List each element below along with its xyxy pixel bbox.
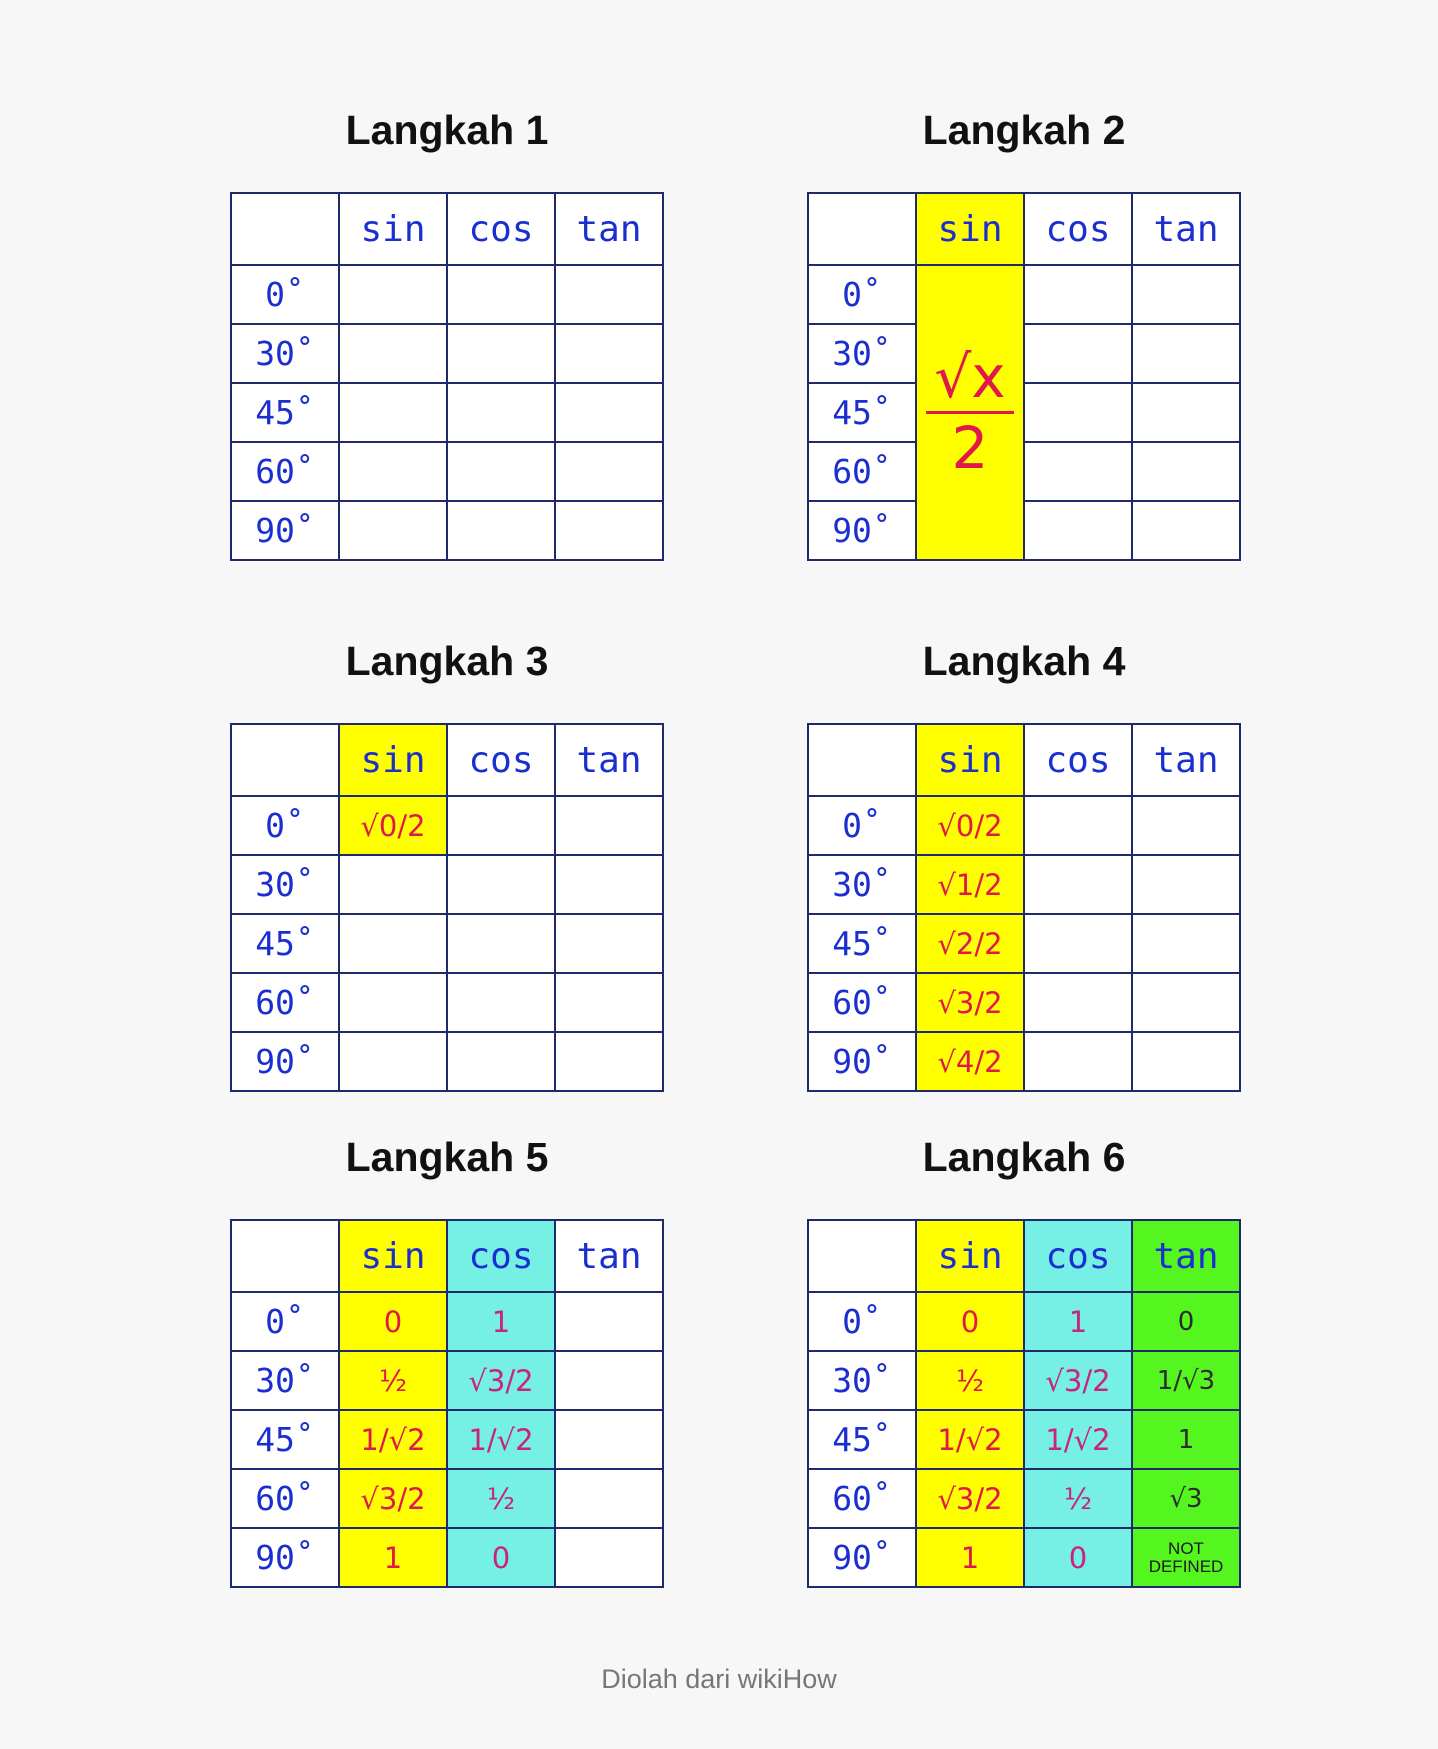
cos-value: √3/2 (1024, 1351, 1132, 1410)
sin-value: ½ (916, 1351, 1024, 1410)
corner-cell (231, 1220, 339, 1292)
angle-30: 30˚ (808, 1351, 916, 1410)
angle-0: 0˚ (808, 1292, 916, 1351)
header-sin: sin (916, 1220, 1024, 1292)
header-cos: cos (1024, 193, 1132, 265)
sin-formula-numerator: √x (926, 343, 1013, 414)
header-tan: tan (555, 724, 663, 796)
step-4-title: Langkah 4 (922, 638, 1126, 684)
tan-value: 0 (1132, 1292, 1240, 1351)
angle-60: 60˚ (231, 973, 339, 1032)
angle-30: 30˚ (231, 855, 339, 914)
corner-cell (231, 193, 339, 265)
step-3-title: Langkah 3 (345, 638, 549, 684)
angle-0: 0˚ (231, 796, 339, 855)
step-4-table (807, 723, 1241, 1092)
sin-value: ½ (339, 1351, 447, 1410)
angle-0: 0˚ (231, 265, 339, 324)
tan-value: 1 (1132, 1410, 1240, 1469)
angle-90: 90˚ (231, 1528, 339, 1587)
step-1-panel (230, 107, 664, 561)
corner-cell (808, 724, 916, 796)
corner-cell (808, 193, 916, 265)
sin-value: √4/2 (916, 1032, 1024, 1091)
source-credit: Diolah dari wikiHow (601, 1664, 837, 1694)
step-6-table (807, 1219, 1241, 1588)
tan-value: √3 (1132, 1469, 1240, 1528)
angle-60: 60˚ (808, 1469, 916, 1528)
step-3-table (230, 723, 664, 1092)
header-tan: tan (1132, 724, 1240, 796)
header-cos: cos (1024, 1220, 1132, 1292)
angle-45: 45˚ (231, 914, 339, 973)
tan-value: 1/√3 (1132, 1351, 1240, 1410)
angle-60: 60˚ (231, 442, 339, 501)
sin-value: 1 (916, 1528, 1024, 1587)
step-5-title: Langkah 5 (345, 1134, 549, 1180)
cos-value: 0 (1024, 1528, 1132, 1587)
header-tan: tan (1132, 1220, 1240, 1292)
angle-30: 30˚ (808, 855, 916, 914)
header-sin: sin (339, 1220, 447, 1292)
sin-value: √0/2 (916, 796, 1024, 855)
header-sin: sin (339, 193, 447, 265)
corner-cell (808, 1220, 916, 1292)
header-cos: cos (447, 724, 555, 796)
angle-45: 45˚ (231, 383, 339, 442)
angle-45: 45˚ (231, 1410, 339, 1469)
header-sin: sin (339, 724, 447, 796)
sin-formula-denominator: 2 (951, 414, 989, 482)
angle-60: 60˚ (231, 1469, 339, 1528)
step-3-panel (230, 638, 664, 1092)
angle-90: 90˚ (808, 1032, 916, 1091)
header-sin: sin (916, 193, 1024, 265)
header-cos: cos (447, 193, 555, 265)
sin-formula (917, 343, 1023, 482)
angle-90: 90˚ (231, 1032, 339, 1091)
cos-value: 1 (1024, 1292, 1132, 1351)
header-tan: tan (555, 193, 663, 265)
angle-30: 30˚ (808, 324, 916, 383)
step-1-table (230, 192, 664, 561)
step-6-panel (807, 1134, 1241, 1588)
sin-value: √3/2 (916, 973, 1024, 1032)
sin-value: 0 (339, 1292, 447, 1351)
header-tan: tan (555, 1220, 663, 1292)
step-2-panel (807, 107, 1241, 561)
sin-value: 1/√2 (339, 1410, 447, 1469)
cos-value: ½ (1024, 1469, 1132, 1528)
header-sin: sin (916, 724, 1024, 796)
angle-0: 0˚ (231, 1292, 339, 1351)
corner-cell (231, 724, 339, 796)
angle-0: 0˚ (808, 796, 916, 855)
angle-60: 60˚ (808, 442, 916, 501)
tan-value-not-defined: NOT DEFINED (1132, 1528, 1240, 1587)
cos-value: 1/√2 (447, 1410, 555, 1469)
angle-0: 0˚ (808, 265, 916, 324)
sin-formula-cell (916, 265, 1024, 560)
header-cos: cos (447, 1220, 555, 1292)
cos-value: 0 (447, 1528, 555, 1587)
sin-value: √3/2 (339, 1469, 447, 1528)
sin-value: 1 (339, 1528, 447, 1587)
cos-value: 1 (447, 1292, 555, 1351)
sin-value: √1/2 (916, 855, 1024, 914)
step-5-table (230, 1219, 664, 1588)
sin-value: 0 (916, 1292, 1024, 1351)
cos-value: 1/√2 (1024, 1410, 1132, 1469)
sin-value: √2/2 (916, 914, 1024, 973)
step-5-panel (230, 1134, 664, 1588)
step-1-title: Langkah 1 (345, 107, 549, 153)
angle-30: 30˚ (231, 1351, 339, 1410)
angle-30: 30˚ (231, 324, 339, 383)
header-cos: cos (1024, 724, 1132, 796)
angle-90: 90˚ (231, 501, 339, 560)
angle-45: 45˚ (808, 914, 916, 973)
angle-45: 45˚ (808, 1410, 916, 1469)
sin-value: 1/√2 (916, 1410, 1024, 1469)
step-2-title: Langkah 2 (922, 107, 1126, 153)
cos-value: ½ (447, 1469, 555, 1528)
angle-90: 90˚ (808, 501, 916, 560)
angle-60: 60˚ (808, 973, 916, 1032)
cos-value: √3/2 (447, 1351, 555, 1410)
step-4-panel (807, 638, 1241, 1092)
angle-90: 90˚ (808, 1528, 916, 1587)
header-tan: tan (1132, 193, 1240, 265)
angle-45: 45˚ (808, 383, 916, 442)
step-6-title: Langkah 6 (922, 1134, 1126, 1180)
sin-value: √0/2 (339, 796, 447, 855)
sin-value: √3/2 (916, 1469, 1024, 1528)
step-2-table (807, 192, 1241, 561)
